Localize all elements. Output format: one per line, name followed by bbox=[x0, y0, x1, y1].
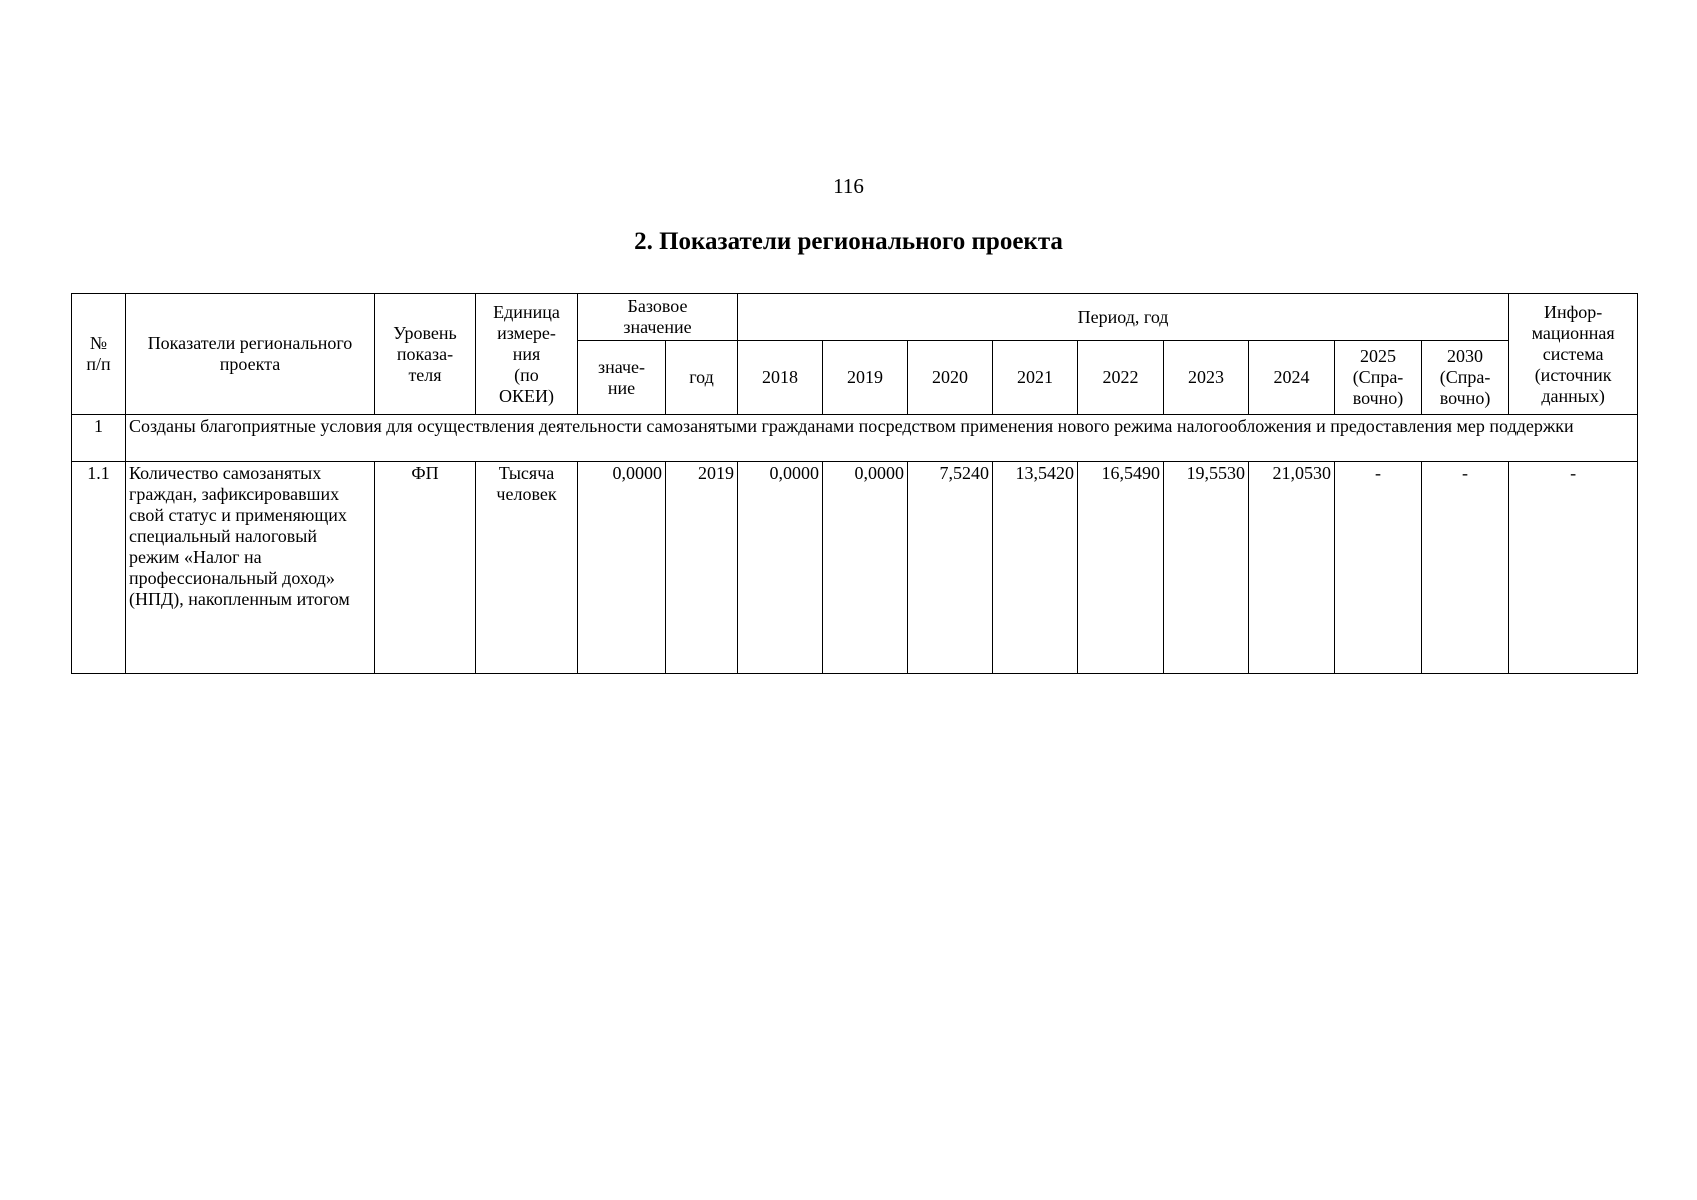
row-value-2030: - bbox=[1422, 462, 1509, 674]
indicators-table bbox=[71, 293, 1638, 674]
header-year-2021: 2021 bbox=[993, 341, 1078, 415]
row-value-2019: 0,0000 bbox=[823, 462, 908, 674]
row-value-2024: 21,0530 bbox=[1249, 462, 1335, 674]
header-base: Базовое значение bbox=[578, 294, 738, 341]
row-value-2021: 13,5420 bbox=[993, 462, 1078, 674]
header-year-2025: 2025 (Спра- вочно) bbox=[1335, 341, 1422, 415]
header-year-2018: 2018 bbox=[738, 341, 823, 415]
row-value-2018: 0,0000 bbox=[738, 462, 823, 674]
table-row bbox=[72, 462, 1638, 674]
table-header-row bbox=[72, 294, 1638, 341]
row-unit: Тысяча человек bbox=[476, 462, 578, 674]
header-level: Уровень показа- теля bbox=[375, 294, 476, 415]
header-year-2030: 2030 (Спра- вочно) bbox=[1422, 341, 1509, 415]
row-num: 1.1 bbox=[72, 462, 126, 674]
header-base-value: значе- ние bbox=[578, 341, 666, 415]
header-year-2023: 2023 bbox=[1164, 341, 1249, 415]
header-base-year: год bbox=[666, 341, 738, 415]
row-value-2025: - bbox=[1335, 462, 1422, 674]
header-period: Период, год bbox=[738, 294, 1509, 341]
section-title: 2. Показатели регионального проекта bbox=[634, 228, 1063, 255]
table-section-row bbox=[72, 415, 1638, 462]
page-number: 116 bbox=[833, 174, 864, 198]
header-unit: Единица измере- ния (по ОКЕИ) bbox=[476, 294, 578, 415]
header-num: № п/п bbox=[72, 294, 126, 415]
row-base-year: 2019 bbox=[666, 462, 738, 674]
row-level: ФП bbox=[375, 462, 476, 674]
row-value-2020: 7,5240 bbox=[908, 462, 993, 674]
header-info-system: Инфор- мационная система (источник данных) bbox=[1509, 294, 1638, 415]
header-year-2020: 2020 bbox=[908, 341, 993, 415]
row-value-2022: 16,5490 bbox=[1078, 462, 1164, 674]
header-indicator: Показатели регионального проекта bbox=[126, 294, 375, 415]
header-year-2024: 2024 bbox=[1249, 341, 1335, 415]
header-year-2019: 2019 bbox=[823, 341, 908, 415]
section-text: Созданы благоприятные условия для осуществления деятельности самозанятыми гражданами посредством применения нового режима налогообложения и предоставления мер поддержки bbox=[126, 415, 1638, 462]
row-info-system: - bbox=[1509, 462, 1638, 674]
row-base-value: 0,0000 bbox=[578, 462, 666, 674]
header-year-2022: 2022 bbox=[1078, 341, 1164, 415]
row-value-2023: 19,5530 bbox=[1164, 462, 1249, 674]
section-num: 1 bbox=[72, 415, 126, 462]
row-indicator: Количество самозанятых граждан, зафиксировавших свой статус и применяющих специальный налоговый режим «Налог на профессиональный доход» (НПД), накопленным итогом bbox=[126, 462, 375, 674]
